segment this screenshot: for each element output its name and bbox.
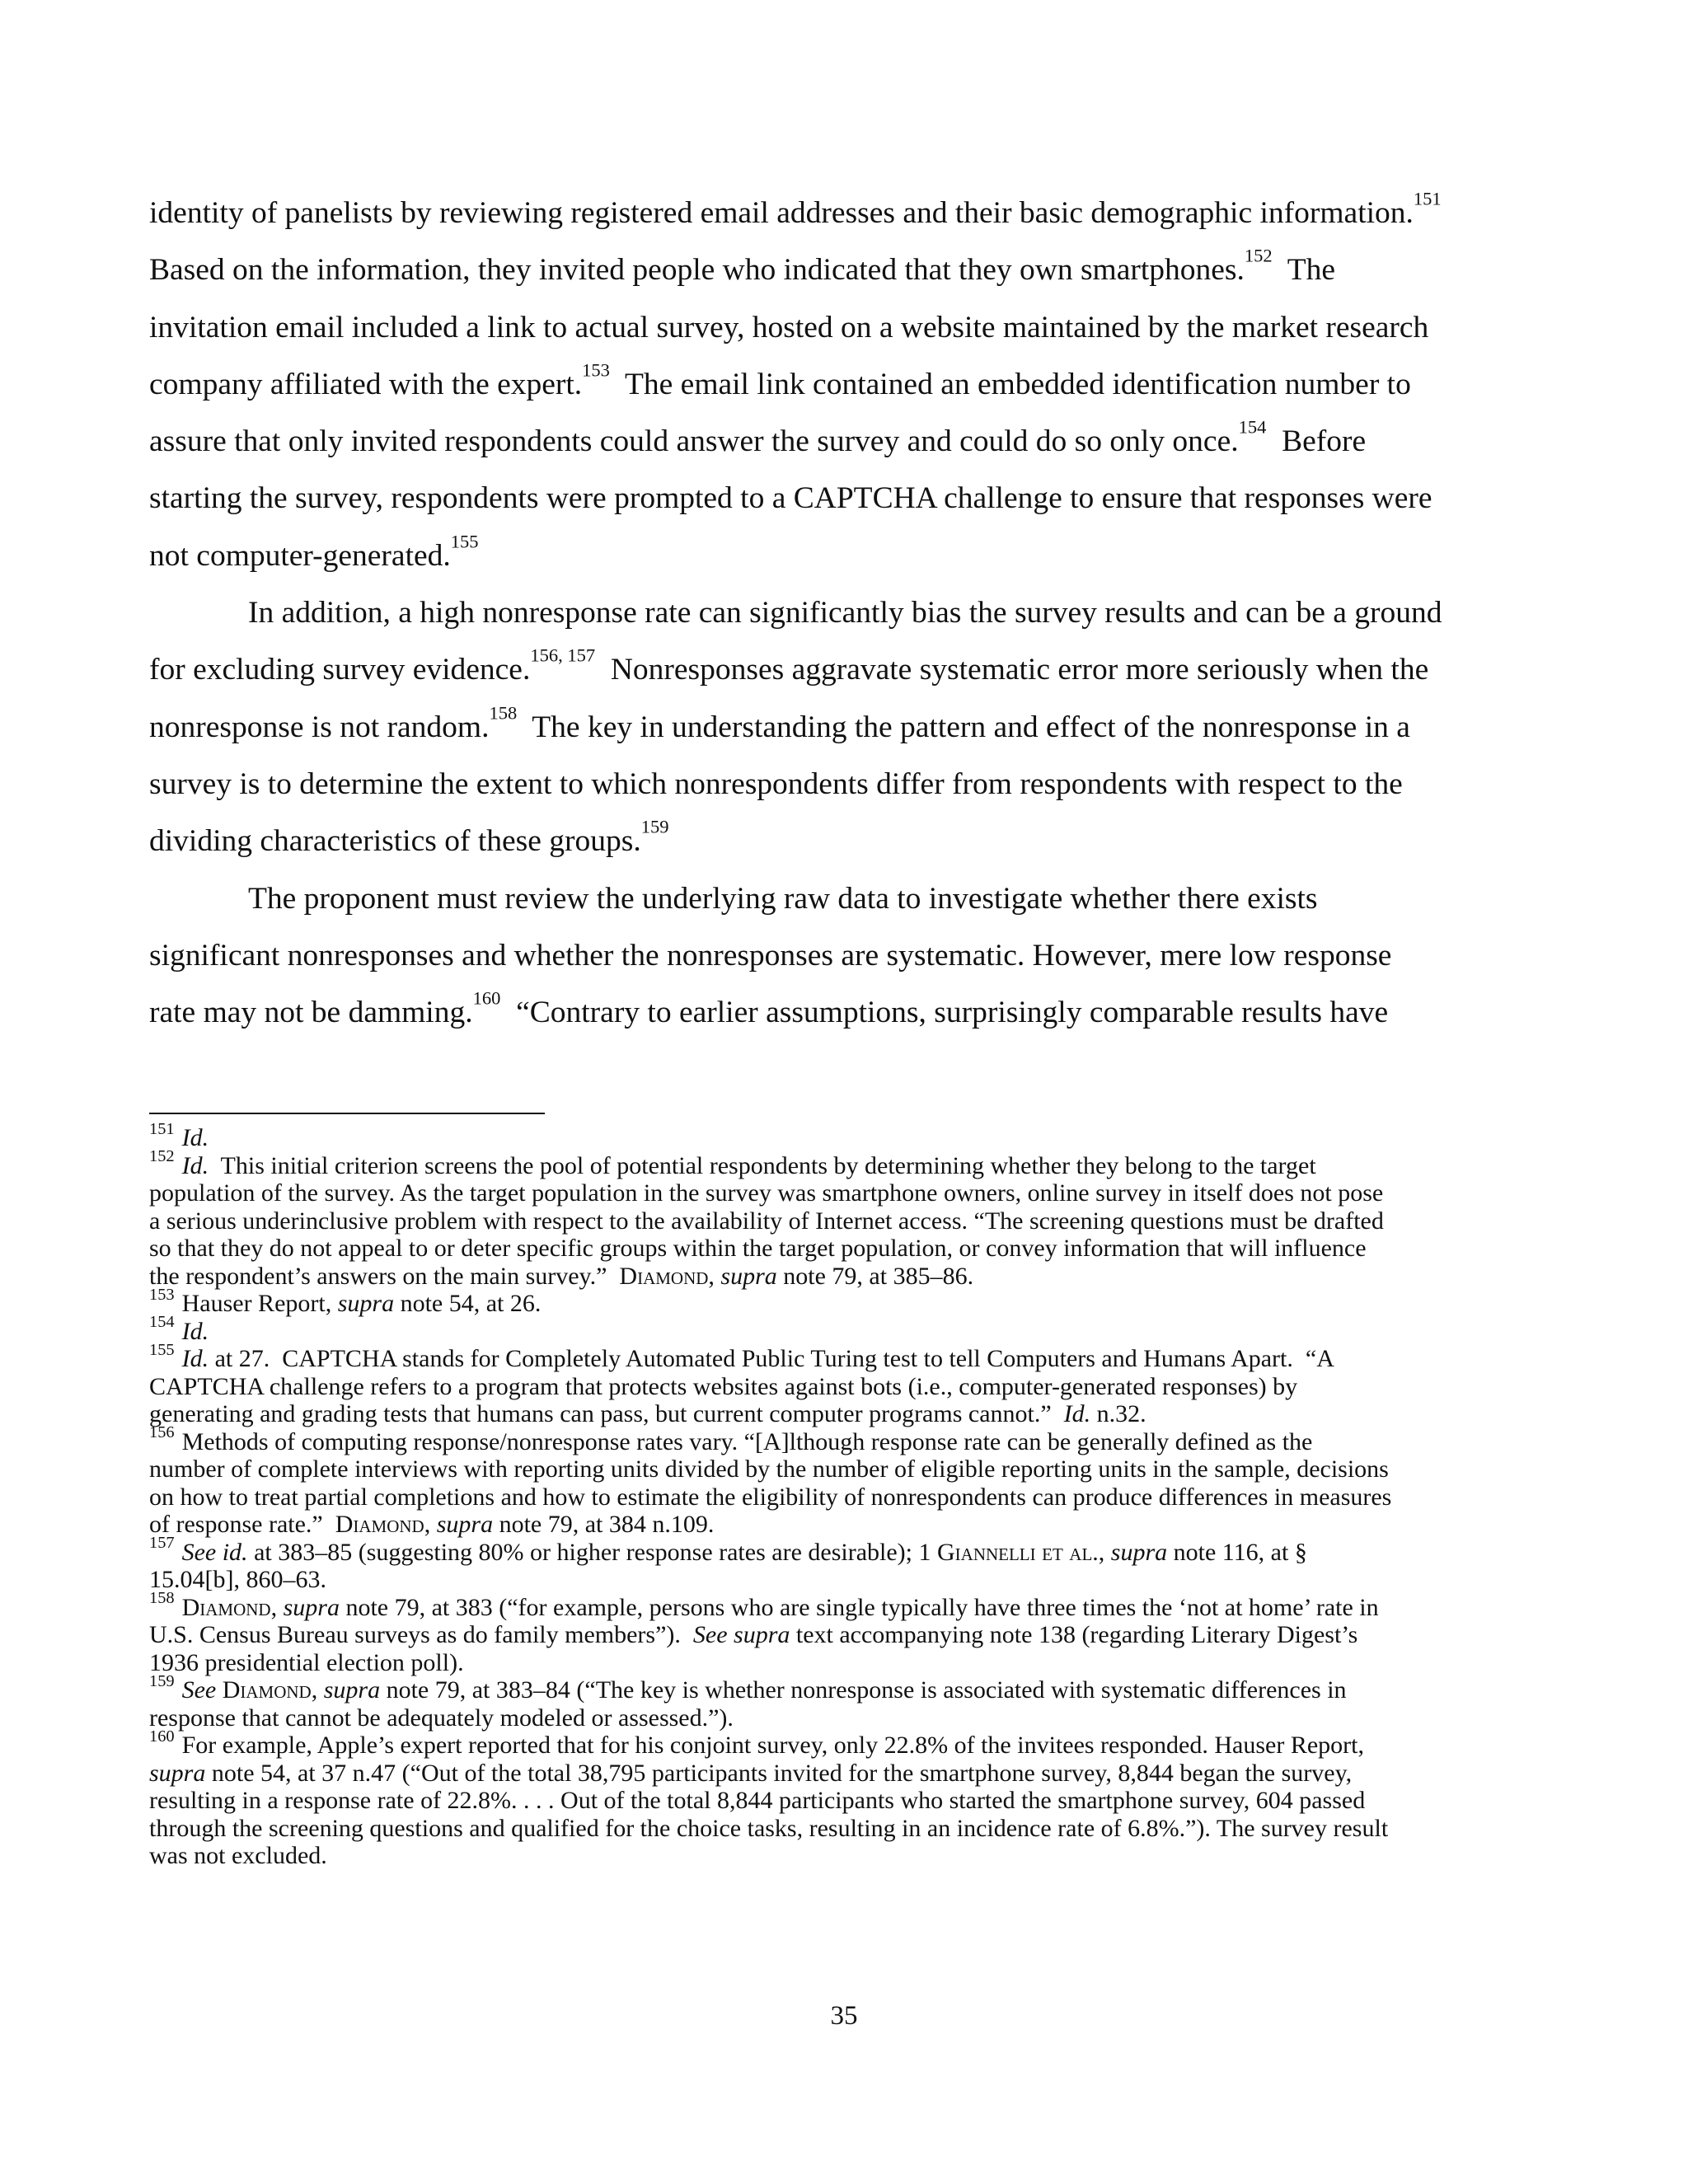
text-run: dividing characteristics of these groups.: [149, 824, 641, 859]
footnote-line: [149, 1119, 1550, 1152]
footnote-line: population of the survey. As the target population in the survey was smartphone owners, online survey in itself does not pose: [149, 1179, 1384, 1207]
text-run: text accompanying note 138 (regarding Literary Digest’s: [790, 1621, 1358, 1648]
footnote-ref[interactable]: 155: [450, 531, 479, 552]
author-name: Diamond: [335, 1511, 424, 1538]
text-run: generating and grading tests that humans can pass, but current computer programs cannot.”: [149, 1400, 1064, 1427]
footnote-line: 1936 presidential election poll).: [149, 1648, 464, 1676]
footnote-line: [149, 1313, 1550, 1346]
text-line: [149, 241, 1542, 298]
text-run: The: [1272, 253, 1335, 288]
text-run: the respondent’s answers on the main survey.”: [149, 1262, 620, 1290]
text-run: ,: [311, 1676, 324, 1704]
main-text: [149, 185, 1542, 1041]
footnote-line: [149, 1400, 1550, 1428]
footnote-line: CAPTCHA challenge refers to a program that protects websites against bots (i.e., computer-generated responses) by: [149, 1372, 1298, 1400]
text-run: Nonresponses aggravate systematic error more seriously when the: [595, 653, 1429, 687]
author-name: Giannelli et al.: [937, 1538, 1099, 1566]
supra-signal: supra: [323, 1676, 381, 1704]
id-citation: Id.: [1063, 1400, 1091, 1427]
text-run: Before: [1266, 424, 1367, 459]
text-run: This initial criterion screens the pool of potential respondents by determining whether they belong to the target: [209, 1151, 1316, 1179]
paragraph-3: [149, 870, 1542, 1042]
text-run: “Contrary to earlier assumptions, surprisingly comparable results have: [500, 996, 1389, 1030]
text-line: [149, 185, 1542, 241]
footnote-line: [149, 1511, 1550, 1539]
footnote-line: so that they do not appeal to or deter specific groups within the target population, or convey information that will influence: [149, 1235, 1367, 1262]
text-run: note 79, at 383–84 (“The key is whether nonresponse is associated with systematic differences in: [380, 1676, 1347, 1704]
footnote-line: [149, 1621, 1550, 1649]
footnote-154: [149, 1313, 1550, 1346]
supra-signal: supra: [1110, 1538, 1168, 1566]
supra-signal: supra: [436, 1511, 494, 1538]
footnote-line: [149, 1589, 1550, 1622]
footnote-line: [149, 1340, 1550, 1373]
footnote-ref[interactable]: 156, 157: [530, 645, 596, 666]
footnote-159: [149, 1671, 1550, 1732]
footnote-155: [149, 1340, 1550, 1428]
see-signal: See: [181, 1676, 217, 1704]
footnote-ref[interactable]: 158: [489, 702, 518, 724]
supra-signal: supra: [720, 1262, 777, 1290]
text-line: [149, 356, 1542, 413]
text-run: For example, Apple’s expert reported that for his conjoint survey, only 22.8% of the invitees responded. Hauser Report,: [181, 1732, 1364, 1759]
text-line: [149, 813, 1542, 869]
footnote-160: [149, 1727, 1550, 1870]
footnote-156: [149, 1423, 1550, 1539]
supra-signal: supra: [283, 1593, 340, 1621]
footnote-ref[interactable]: 152: [1244, 245, 1273, 266]
supra-signal: supra: [149, 1759, 206, 1787]
text-run: note 54, at 26.: [394, 1290, 542, 1317]
text-run: company affiliated with the expert.: [149, 367, 583, 401]
footnote-ref[interactable]: 159: [640, 816, 669, 837]
footnote-line: resulting in a response rate of 22.8%. . . . Out of the total 8,844 participants who started the smartphone survey, 604 passed: [149, 1787, 1366, 1814]
footnote-number: 160: [149, 1727, 175, 1746]
footnote-line: [149, 1423, 1550, 1456]
page-number: 35: [830, 2001, 858, 2031]
text-run: at 27. CAPTCHA stands for Completely Automated Public Turing test to tell Computers and Humans Apart. “A: [209, 1345, 1334, 1372]
footnote-line: on how to treat partial completions and how to estimate the eligibility of nonrespondents can produce differences in measures: [149, 1483, 1392, 1511]
text-line: The proponent must review the underlying raw data to investigate whether there exists: [248, 881, 1318, 916]
see-signal: See id.: [181, 1538, 248, 1566]
footnote-line: [149, 1671, 1550, 1704]
text-run: The email link contained an embedded identification number to: [609, 367, 1411, 401]
text-run: Hauser Report,: [181, 1290, 338, 1317]
text-run: note 79, at 384 n.109.: [493, 1511, 715, 1538]
supra-signal: supra: [337, 1290, 395, 1317]
footnote-number: 154: [149, 1313, 175, 1332]
footnote-153: [149, 1285, 1550, 1318]
footnote-number: 155: [149, 1340, 175, 1359]
footnote-number: 157: [149, 1534, 175, 1553]
footnote-number: 158: [149, 1589, 175, 1608]
text-run: of response rate.”: [149, 1511, 335, 1538]
text-run: ,: [424, 1511, 437, 1538]
id-citation: Id.: [181, 1345, 209, 1372]
footnote-line: 15.04[b], 860–63.: [149, 1566, 326, 1593]
text-line: survey is to determine the extent to which nonrespondents differ from respondents with respect to the: [149, 766, 1403, 801]
footnote-separator: [149, 1113, 545, 1114]
id-citation: Id.: [181, 1124, 209, 1151]
paragraph-2: [149, 584, 1542, 869]
footnote-number: 153: [149, 1285, 175, 1304]
footnote-line: was not excluded.: [149, 1842, 327, 1869]
text-run: for excluding survey evidence.: [149, 653, 531, 687]
author-name: Diamond: [222, 1676, 312, 1704]
text-run: [216, 1676, 223, 1704]
text-run: ,: [1098, 1538, 1111, 1566]
footnote-ref[interactable]: 154: [1238, 416, 1267, 438]
text-run: identity of panelists by reviewing registered email addresses and their basic demographic information.: [149, 196, 1414, 230]
text-line: [149, 984, 1542, 1041]
footnote-number: 151: [149, 1119, 175, 1138]
text-run: ,: [270, 1593, 284, 1621]
text-line: In addition, a high nonresponse rate can significantly bias the survey results and can be a ground: [248, 596, 1442, 630]
text-run: nonresponse is not random.: [149, 710, 490, 744]
text-run: note 79, at 385–86.: [776, 1262, 974, 1290]
see-supra-signal: See supra: [692, 1621, 790, 1648]
text-run: note 116, at §: [1167, 1538, 1307, 1566]
text-line: invitation email included a link to actual survey, hosted on a website maintained by the market research: [149, 310, 1429, 344]
footnote-line: a serious underinclusive problem with respect to the availability of Internet access. “The screening questions must be drafted: [149, 1207, 1384, 1235]
text-run: rate may not be damming.: [149, 996, 473, 1030]
footnote-152: [149, 1147, 1550, 1291]
text-run: Based on the information, they invited people who indicated that they own smartphones.: [149, 253, 1245, 288]
text-line: significant nonresponses and whether the nonresponses are systematic. However, mere low response: [149, 938, 1392, 972]
text-line: [149, 699, 1542, 756]
text-line: starting the survey, respondents were prompted to a CAPTCHA challenge to ensure that responses were: [149, 481, 1432, 516]
footnote-number: 159: [149, 1671, 175, 1690]
footnote-line: [149, 1534, 1550, 1567]
text-run: The key in understanding the pattern and effect of the nonresponse in a: [517, 710, 1410, 744]
footnote-ref[interactable]: 151: [1413, 188, 1442, 209]
footnote-number: 152: [149, 1147, 175, 1166]
footnote-line: [149, 1285, 1550, 1318]
text-run: at 383–85 (suggesting 80% or higher response rates are desirable); 1: [247, 1538, 937, 1566]
footnote-line: number of complete interviews with reporting units divided by the number of eligible reporting units in the sample, decisions: [149, 1455, 1389, 1483]
author-name: Diamond: [619, 1262, 709, 1290]
text-run: not computer-generated.: [149, 538, 451, 573]
paragraph-1: [149, 185, 1542, 584]
footnote-line: [149, 1727, 1550, 1760]
text-line: [149, 413, 1542, 470]
footnotes: [149, 1119, 1550, 1870]
footnote-line: [149, 1760, 1550, 1788]
footnote-151: [149, 1119, 1550, 1152]
text-run: note 54, at 37 n.47 (“Out of the total 38,795 participants invited for the smartphone survey, 8,844 began the survey,: [205, 1759, 1353, 1787]
text-run: assure that only invited respondents could answer the survey and could do so only once.: [149, 424, 1239, 459]
footnote-ref[interactable]: 153: [582, 359, 610, 381]
text-line: [149, 641, 1542, 698]
text-run: Methods of computing response/nonresponse rates vary. “[A]lthough response rate can be generally defined as the: [181, 1427, 1313, 1455]
footnote-line: [149, 1147, 1550, 1180]
id-citation: Id.: [181, 1317, 209, 1345]
text-run: ,: [708, 1262, 721, 1290]
footnote-number: 156: [149, 1423, 175, 1442]
text-run: n.32.: [1090, 1400, 1146, 1427]
footnote-158: [149, 1589, 1550, 1677]
id-citation: Id.: [181, 1151, 209, 1179]
author-name: Diamond: [181, 1593, 271, 1621]
text-line: [149, 527, 1542, 584]
text-run: note 79, at 383 (“for example, persons who are single typically have three times the ‘not at home’ rate in: [339, 1593, 1379, 1621]
text-run: U.S. Census Bureau surveys as do family members”).: [149, 1621, 693, 1648]
footnote-line: [149, 1263, 1550, 1291]
footnote-line: response that cannot be adequately modeled or assessed.”).: [149, 1704, 734, 1732]
footnote-157: [149, 1534, 1550, 1594]
footnote-ref[interactable]: 160: [472, 987, 501, 1009]
footnote-line: through the screening questions and qualified for the choice tasks, resulting in an incidence rate of 6.8%.”). The survey result: [149, 1814, 1389, 1842]
